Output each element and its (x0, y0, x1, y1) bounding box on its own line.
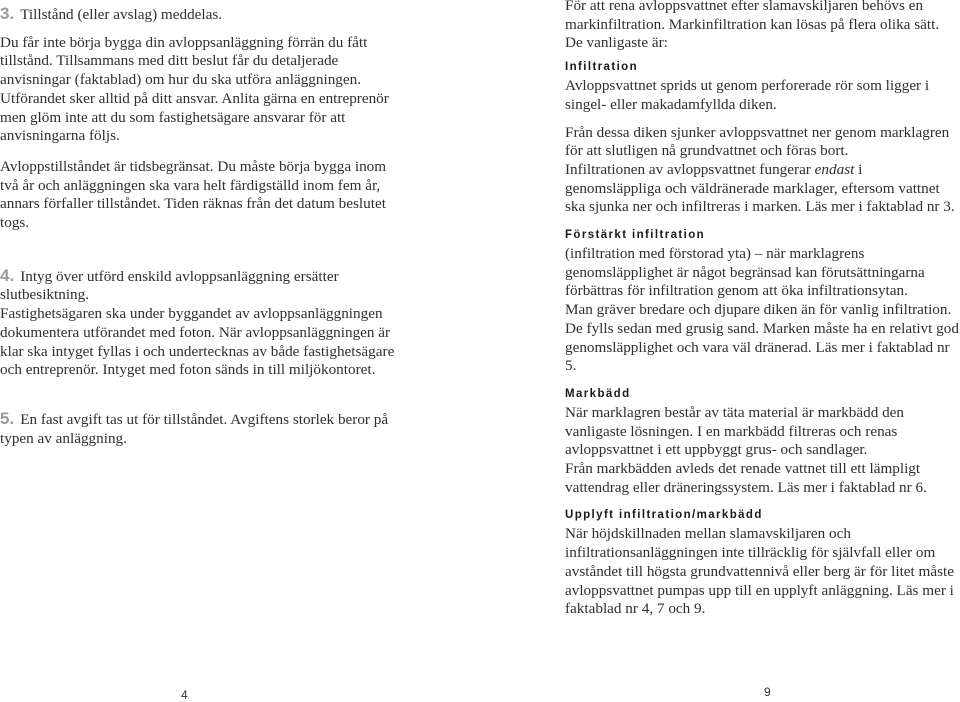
infiltration-paragraph-1: Avloppsvattnet sprids ut genom perforerade rör som ligger i singel- eller makadamfyllda diken. (565, 77, 930, 113)
section-4-title: 4. Intyg över utförd enskild avloppsanläggning ersätter slutbesiktning. (0, 265, 339, 304)
markbadd-heading: Markbädd (565, 387, 631, 400)
section-3-paragraph-1: Du får inte börja bygga din avloppsanläggning förrän du fått tillstånd. Tillsammans med ditt beslut får du detaljerade anvisningar (faktablad) om hur du ska utföra anläggningen. Utförandet sker alltid på ditt ansvar. Anlita gärna en entreprenör men glöm inte att du som fastighetsägare ansvarar för att anvisningarna följs. (0, 33, 389, 145)
section-3-title: 3. Tillstånd (eller avslag) meddelas. (0, 4, 223, 23)
section-5-title: 5. En fast avgift tas ut för tillståndet. Avgiftens storlek beror på typen av anläggning. (0, 408, 389, 447)
forstarkt-infiltration-heading: Förstärkt infiltration (565, 229, 706, 242)
section-4-paragraph: Fastighetsägaren ska under byggandet av avloppsanläggningen dokumentera utförandet med foton. När avloppsanläggningen är klar ska intyget fyllas i och undertecknas av både fastighetsägare och entreprenör. Intyget med foton sänds in till miljökontoret. (0, 305, 395, 379)
left-page-number: 4 (181, 688, 188, 702)
infiltration-paragraph-2: Från dessa diken sjunker avloppsvattnet ner genom marklagren för att slutligen nå grundvattnet och föras bort. (565, 123, 950, 160)
infiltration-paragraph-3: Infiltrationen av avloppsvattnet fungerar endast i genomsläppliga och väldränerade marklager, eftersom vattnet ska sjunka ner och infiltreras i marken. Läs mer i faktablad nr 3. (565, 160, 955, 216)
markbadd-paragraph-1: När marklagren består av täta material är markbädd den vanligaste lösningen. I en markbädd filtreras och renas avloppsvattnet i ett uppbyggt grus- och sandlager. (565, 403, 905, 459)
upplyft-heading: Upplyft infiltration/markbädd (565, 509, 763, 522)
upplyft-paragraph: När höjdskillnaden mellan slamavskiljaren och infiltrationsanläggningen inte tillräcklig för självfall eller om avståndet till högsta grundvattennivå eller berg är för litet måste avloppsvattnet pumpas upp till en upplyft anläggning. Läs mer i faktablad nr 4, 7 och 9. (565, 525, 954, 618)
section-4-number: 4. (0, 265, 15, 285)
right-page (565, 0, 960, 619)
forstarkt-paragraph-2: Man gräver bredare och djupare diken än för vanlig infiltration. De fylls sedan med grusig sand. Marken måste ha en relativt god genomsläpplighet och vara väl dränerad. Läs mer i faktablad nr 5. (565, 301, 959, 375)
left-page (0, 0, 400, 448)
intro-paragraph: För att rena avloppsvattnet efter slamavskiljaren behövs en markinfiltration. Markinfiltration kan lösas på flera olika sätt. De vanligaste är: (565, 0, 940, 52)
infiltration-heading: Infiltration (565, 61, 639, 74)
section-3-paragraph-2: Avloppstillståndet är tidsbegränsat. Du måste börja bygga inom två år och anläggningen ska vara helt färdigställd inom fem år, annars förfaller tillståndet. Tiden räknas från det datum beslutet togs. (0, 157, 387, 232)
emphasis-endast: endast (814, 160, 855, 178)
section-5-number: 5. (0, 408, 15, 428)
markbadd-paragraph-2: Från markbädden avleds det renade vattnet till ett lämpligt vattendrag eller dräneringssystem. Läs mer i faktablad nr 6. (565, 460, 927, 496)
right-page-number: 9 (764, 685, 771, 699)
section-3-number: 3. (0, 4, 15, 23)
forstarkt-paragraph-1: (infiltration med förstorad yta) – när marklagrens genomsläpplighet är något begränsad kan förutsättningarna förbättras för infiltration genom att öka infiltrationsytan. (565, 245, 925, 300)
